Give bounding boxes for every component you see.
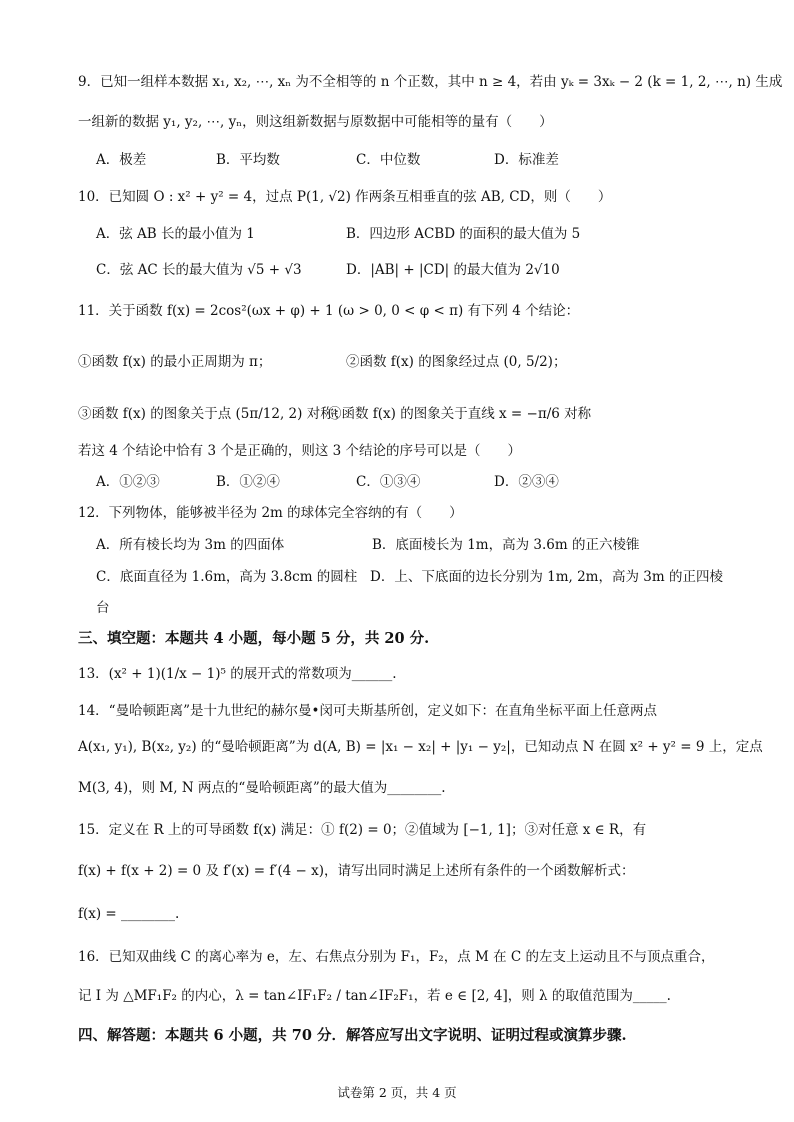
q15-line-1: 15．定义在 R 上的可导函数 f(x) 满足：① f(2) = 0；②值域为 [−1, 1]；③对任意 x ∈ R，有 xyxy=(78,822,647,838)
q11-conclusion-3: ③函数 f(x) 的图象关于点 (5π/12, 2) 对称； xyxy=(78,406,348,422)
q13: 13．(x² + 1)(1/x − 1)⁵ 的展开式的常数项为______. xyxy=(78,666,397,682)
q16-line-2: 记 I 为 △MF₁F₂ 的内心，λ = tan∠IF₁F₂ / tan∠IF₂F₁，若 e ∈ [2, 4]，则 λ 的取值范围为_____. xyxy=(78,988,671,1004)
q10-stem: 10．已知圆 O : x² + y² = 4，过点 P(1, √2) 作两条互相垂直的弦 AB, CD，则（ ） xyxy=(78,189,612,205)
q10-option-c: C．弦 AC 长的最大值为 √5 + √3 xyxy=(96,262,302,278)
q16-line-1: 16．已知双曲线 C 的离心率为 e，左、右焦点分别为 F₁，F₂，点 M 在 C 的左支上运动且不与顶点重合， xyxy=(78,949,715,965)
q14-line-2: A(x₁, y₁), B(x₂, y₂) 的“曼哈顿距离”为 d(A, B) = |x₁ − x₂| + |y₁ − y₂|，已知动点 N 在圆 x² + y² = 9 上，定点 xyxy=(78,739,763,755)
q11-conclusion-1: ①函数 f(x) 的最小正周期为 π； xyxy=(78,354,272,370)
q14-line-3: M(3, 4)，则 M, N 两点的“曼哈顿距离”的最大值为________. xyxy=(78,780,446,796)
section-4-heading: 四、解答题：本题共 6 小题，共 70 分．解答应写出文字说明、证明过程或演算步骤. xyxy=(78,1027,627,1044)
q9-line-1: 9．已知一组样本数据 x₁, x₂, ⋯, xₙ 为不全相等的 n 个正数，其中 n ≥ 4，若由 yₖ = 3xₖ − 2 (k = 1, 2, ⋯, n) 生成 xyxy=(78,74,783,90)
q11-option-c: C．①③④ xyxy=(356,474,421,490)
q9-option-b: B．平均数 xyxy=(216,152,280,168)
q10-option-b: B．四边形 ACBD 的面积的最大值为 5 xyxy=(346,226,581,242)
q15-line-2: f(x) + f(x + 2) = 0 及 f′(x) = f′(4 − x)，请写出同时满足上述所有条件的一个函数解析式： xyxy=(78,863,635,879)
q12-option-d: D．上、下底面的边长分别为 1m, 2m，高为 3m 的正四棱 xyxy=(370,569,723,585)
section-3-heading: 三、填空题：本题共 4 小题，每小题 5 分，共 20 分. xyxy=(78,630,430,647)
q9-option-a: A．极差 xyxy=(96,152,147,168)
q12-option-d-tail: 台 xyxy=(96,600,110,616)
q10-option-a: A．弦 AB 长的最小值为 1 xyxy=(96,226,255,242)
q9-option-d: D．标准差 xyxy=(494,152,559,168)
q11-conclusion-2: ②函数 f(x) 的图象经过点 (0, 5/2)； xyxy=(346,354,567,370)
q11-option-b: B．①②④ xyxy=(216,474,280,490)
q14-line-1: 14．“曼哈顿距离”是十九世纪的赫尔曼•闵可夫斯基所创，定义如下：在直角坐标平面上任意两点 xyxy=(78,703,657,719)
q11-option-d: D．②③④ xyxy=(494,474,559,490)
q12-option-b: B．底面棱长为 1m，高为 3.6m 的正六棱锥 xyxy=(372,537,640,553)
q11-ask: 若这 4 个结论中恰有 3 个是正确的，则这 3 个结论的序号可以是（ ） xyxy=(78,443,522,459)
q10-option-d: D．|AB| + |CD| 的最大值为 2√10 xyxy=(346,262,560,278)
q12-option-c: C．底面直径为 1.6m，高为 3.8cm 的圆柱 xyxy=(96,569,358,585)
q11-stem: 11．关于函数 f(x) = 2cos²(ωx + φ) + 1 (ω > 0, 0 < φ < π) 有下列 4 个结论： xyxy=(78,303,580,319)
q11-option-a: A．①②③ xyxy=(96,474,160,490)
page-footer: 试卷第 2 页，共 4 页 xyxy=(337,1085,457,1100)
q11-conclusion-4: ④函数 f(x) 的图象关于直线 x = −π/6 对称 xyxy=(328,406,592,422)
q9-line-2: 一组新的数据 y₁, y₂, ⋯, yₙ，则这组新数据与原数据中可能相等的量有（ ） xyxy=(78,114,553,130)
q12-stem: 12．下列物体，能够被半径为 2m 的球体完全容纳的有（ ） xyxy=(78,505,463,521)
q12-option-a: A．所有棱长均为 3m 的四面体 xyxy=(96,537,285,553)
q15-line-3: f(x) = ________. xyxy=(78,906,180,922)
q9-option-c: C．中位数 xyxy=(356,152,421,168)
